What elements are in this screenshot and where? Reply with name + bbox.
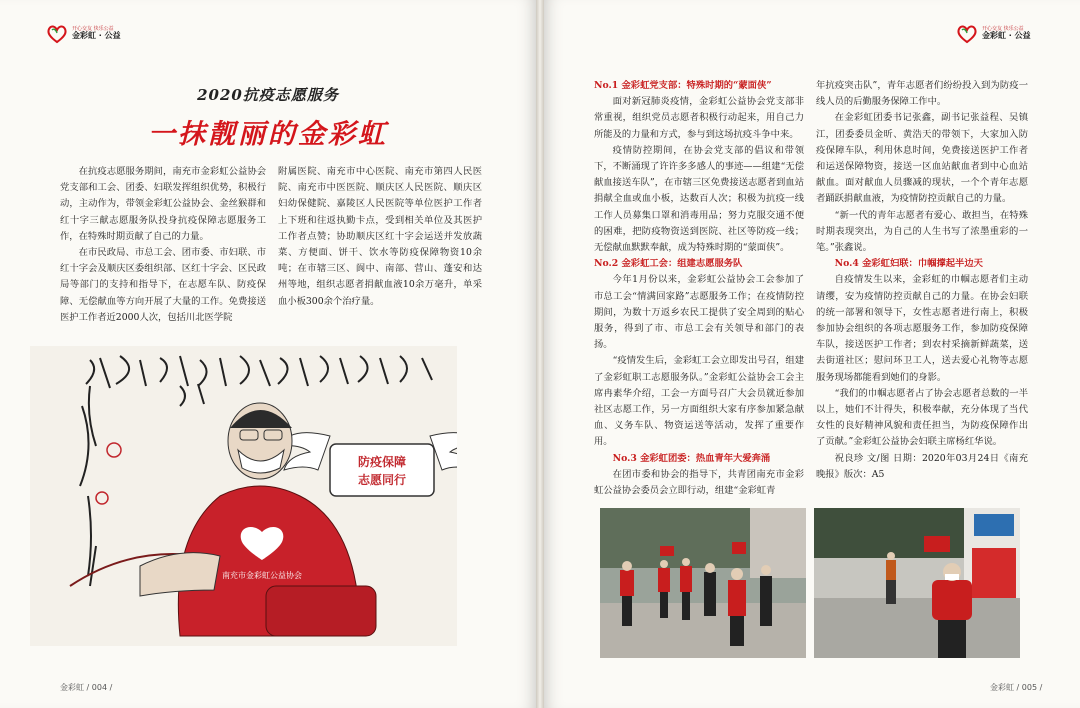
left-page [0, 0, 536, 708]
article-supertitle: 2020抗疫志愿服务 [197, 86, 339, 104]
left-column-2 [278, 164, 482, 310]
paragraph: 在团市委和协会的指导下，共青团南充市金彩虹公益协会委员会立即行动，组建“金彩虹青 [594, 468, 804, 497]
paragraph: 年抗疫突击队”，青年志愿者们纷纷投入到为防疫一线人员的后勤服务保障工作中。 [816, 80, 1028, 108]
right-column-2 [816, 78, 1028, 483]
sign-line-2: 志愿同行 [357, 473, 407, 487]
page-folio-right: 金彩虹 / 005 / [990, 683, 1043, 692]
header-logo-left [46, 24, 121, 44]
paragraph: 在金彩虹团委书记张鑫，副书记张益程、吴镇江，团委委员金昕、黄浩天的带领下，大家加入防疫保障车队，利用休息时间，免费接送医护工作者和运送保障物资，接送一区血站献血者到中心血站献血。面对献血人员骤减的现状，一个个青年志愿者踊跃捐献血液，为疫情防控贡献自己的力量。 [816, 112, 1028, 205]
paragraph: 面对新冠肺炎疫情，金彩虹公益协会党支部非常重视，组织党员志愿者积极行动起来，用自己力所能及的力量和方式，参与到这场抗疫斗争中来。 [594, 96, 804, 140]
header-logo-right [956, 24, 1031, 44]
paragraph: 在市民政局、市总工会、团市委、市妇联、市红十字会及顺庆区委组织部、区红十字会、区民政局等部门的支持和指导下，在志愿车队、防疫保障、无偿献血等方向开展了大量的工作。免费接送医护工作者近2000人次，包括川北医学院 [60, 247, 266, 323]
volunteer-checkpoint-photo [814, 508, 1020, 658]
paragraph: 今年1月份以来，金彩虹公益协会工会参加了市总工会“情满回家路”志愿服务工作；在疫情防控期间，为数十万返乡农民工提供了安全周到的贴心服务，得到了市、市总工会有关领导和部门的表扬。 [594, 274, 804, 351]
section-heading: No.1 金彩虹党支部：特殊时期的“蒙面侠” [594, 80, 772, 91]
right-page [544, 0, 1080, 708]
sign-line-1: 防疫保障 [357, 455, 407, 469]
paragraph: 疫情防控期间，在协会党支部的倡议和带领下，不断涌现了许许多多感人的事迹——组建“无偿献血接送车队”，在市辖三区免费接送志愿者到血站捐献全血或血小板，达数百人次；积极为抗疫一线工作人员募集口罩和消毒用品；努力克服交通不便的困难，把防疫物资送到医院、社区等防疫一线；无偿献血默默奉献，成为特殊时期的“蒙面侠”。 [594, 144, 804, 254]
section-heading: No.2 金彩虹工会：组建志愿服务队 [594, 258, 743, 270]
person-figure [140, 403, 376, 636]
heart-logo-icon [46, 24, 68, 44]
header-brand: 金彩虹 · 公益 [982, 31, 1031, 41]
gutter [536, 0, 544, 708]
header-tagline: 开心交友 快乐公益 [982, 25, 1024, 32]
paragraph: “疫情发生后，金彩虹工会立即发出号召，组建了金彩虹职工志愿服务队。”金彩虹公益协会工会主席冉素华介绍，工会一方面号召广大会员就近参加社区志愿工作，另一方面组织大家有序参加紧急献血、义务车队、物资运送等活动，发挥了重要作用。 [594, 355, 804, 448]
section-heading: No.4 金彩虹妇联：巾帼撑起半边天 [834, 258, 983, 270]
left-column-1 [60, 164, 266, 326]
section-heading: No.3 金彩虹团委：热血青年大爱奔涌 [612, 452, 771, 464]
vest-text: 南充市金彩虹公益协会 [222, 571, 302, 580]
sketch-drawing [30, 346, 457, 646]
article-title: 一抹靓丽的金彩虹 [148, 119, 388, 150]
volunteers-street-photo [600, 508, 806, 658]
paragraph: 自疫情发生以来，金彩虹的巾帼志愿者们主动请缨，安为疫情防控贡献自己的力量。在协会妇联的统一部署和领导下，女性志愿者进行南上，积极参加协会组织的各项志愿服务工作，参加防疫保障车队，接送医护工作者；到农村采摘新鲜蔬菜，送去街道社区；慰问环卫工人，送去爱心礼物等志愿服务现场都能看到她们的身影。 [816, 274, 1028, 383]
heart-logo-icon [956, 24, 978, 44]
header-brand: 金彩虹 · 公益 [72, 31, 121, 41]
paragraph: 附属医院、南充市中心医院、南充市第四人民医院、南充市中医医院、顺庆区人民医院、顺庆区妇幼保健院、嘉陵区人民医院等单位医护工作者上下班和往返执勤卡点，受到相关单位及其医护工作者点赞；协助顺庆区红十字会运送并发放蔬菜、方便面、饼干、饮水等防疫保障物资10余吨；在市辖三区、阆中、南部、营山、蓬安和达州等地，组织志愿者捐献血液10余万毫升，单采血小板300余个治疗量。 [278, 166, 482, 307]
paragraph: 在抗疫志愿服务期间，南充市金彩虹公益协会党支部和工会、团委、妇联发挥组织优势，积极行动，主动作为，带领金彩虹公益协会、金丝猴群和红十字三献志愿服务队投身抗疫保障志愿服务工作，在特殊时期贡献了自己的力量。 [60, 166, 266, 242]
page-folio-left: 金彩虹 / 004 / [60, 683, 113, 692]
right-column-1 [594, 78, 804, 499]
paragraph: 祝良珍 文/图 日期：2020年03月24日《南充晚报》版次：A5 [816, 452, 1028, 480]
header-tagline: 开心交友 快乐公益 [72, 25, 114, 32]
volunteer-illustration [30, 346, 457, 646]
paragraph: “我们的巾帼志愿者占了协会志愿者总数的一半以上，她们不计得失，积极奉献，充分体现了当代女性的良好精神风貌和责任担当，为防疫保障作出了贡献。”金彩虹公益协会妇联主席杨红华说。 [816, 387, 1028, 448]
paragraph: “新一代的青年志愿者有爱心、敢担当，在特殊时期表现突出，为自己的人生书写了浓墨重彩的一笔。”张鑫说。 [816, 209, 1028, 254]
